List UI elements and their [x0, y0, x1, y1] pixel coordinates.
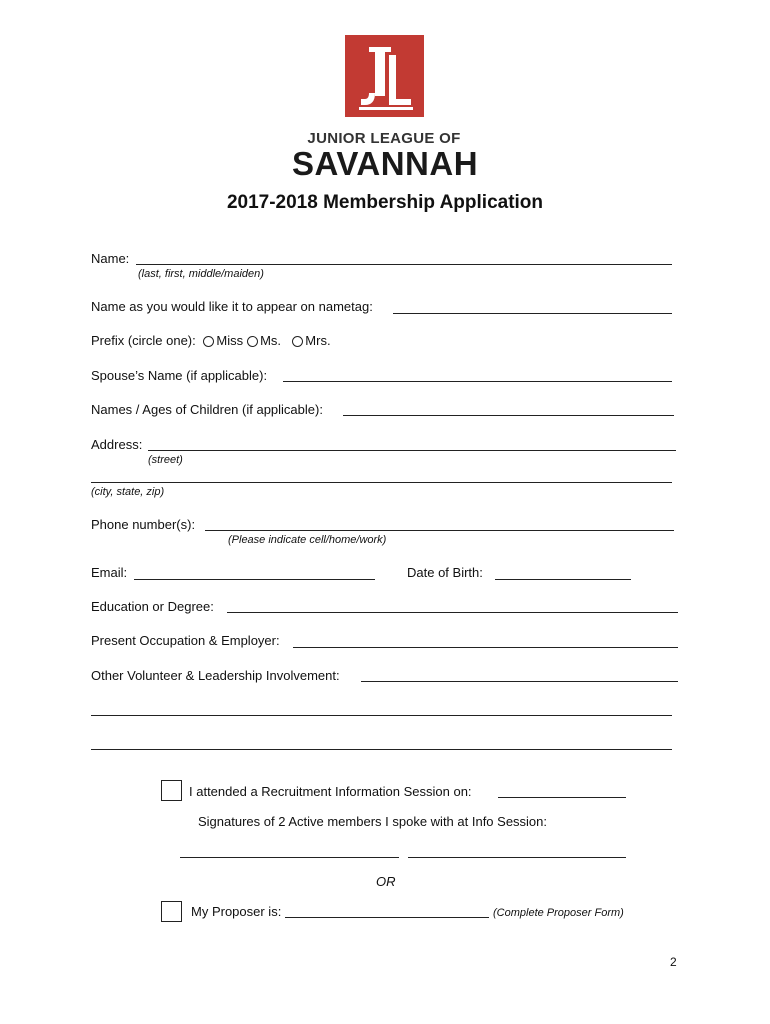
signature-field-2[interactable]	[408, 857, 626, 858]
proposer-checkbox[interactable]	[161, 901, 182, 922]
signatures-label: Signatures of 2 Active members I spoke with at Info Session:	[198, 814, 548, 829]
dob-field[interactable]	[495, 579, 631, 580]
nametag-field[interactable]	[393, 313, 672, 314]
name-field[interactable]	[136, 264, 672, 265]
city-hint: (city, state, zip)	[91, 486, 165, 498]
occupation-field[interactable]	[293, 647, 678, 648]
page-title: 2017-2018 Membership Application	[226, 192, 544, 213]
dob-label: Date of Birth:	[407, 565, 483, 580]
session-label: I attended a Recruitment Information Session on:	[189, 784, 472, 799]
prefix-label: Prefix (circle one):	[91, 333, 196, 348]
volunteer-field-line2[interactable]	[91, 715, 672, 716]
email-label: Email:	[91, 565, 128, 580]
org-name-line2: SAVANNAH	[291, 145, 479, 182]
volunteer-label: Other Volunteer & Leadership Involvement:	[91, 668, 340, 683]
league-logo	[345, 35, 424, 117]
street-field[interactable]	[148, 450, 676, 451]
radio-circle-icon	[292, 336, 303, 347]
proposer-field[interactable]	[285, 917, 489, 918]
volunteer-field-line3[interactable]	[91, 749, 672, 750]
volunteer-field[interactable]	[361, 681, 678, 682]
phone-field[interactable]	[205, 530, 674, 531]
prefix-group	[91, 333, 331, 349]
phone-label: Phone number(s):	[91, 517, 196, 532]
children-field[interactable]	[343, 415, 674, 416]
name-label: Name:	[91, 251, 130, 266]
education-label: Education or Degree:	[91, 599, 214, 614]
email-field[interactable]	[134, 579, 375, 580]
prefix-option-ms[interactable]: Ms.	[243, 333, 281, 348]
signature-field-1[interactable]	[180, 857, 399, 858]
children-label: Names / Ages of Children (if applicable):	[91, 402, 323, 417]
session-checkbox[interactable]	[161, 780, 182, 801]
city-field[interactable]	[91, 482, 672, 483]
session-date-field[interactable]	[498, 797, 626, 798]
radio-circle-icon	[247, 336, 258, 347]
spouse-label: Spouse’s Name (if applicable):	[91, 368, 268, 383]
proposer-hint: (Complete Proposer Form)	[493, 907, 624, 919]
occupation-label: Present Occupation & Employer:	[91, 633, 280, 648]
proposer-label: My Proposer is:	[191, 904, 282, 919]
jl-monogram-icon	[345, 35, 424, 117]
education-field[interactable]	[227, 612, 678, 613]
street-hint: (street)	[148, 454, 183, 466]
phone-hint: (Please indicate cell/home/work)	[228, 534, 387, 546]
address-label: Address:	[91, 437, 143, 452]
radio-circle-icon	[203, 336, 214, 347]
spouse-field[interactable]	[283, 381, 672, 382]
prefix-option-mrs[interactable]: Mrs.	[288, 333, 330, 348]
page-number: 2	[670, 955, 677, 969]
org-name-line1: JUNIOR LEAGUE OF	[307, 130, 461, 147]
name-hint: (last, first, middle/maiden)	[138, 268, 264, 280]
or-divider: OR	[376, 874, 396, 889]
nametag-label: Name as you would like it to appear on nametag:	[91, 299, 373, 314]
prefix-option-miss[interactable]: Miss	[199, 333, 243, 348]
